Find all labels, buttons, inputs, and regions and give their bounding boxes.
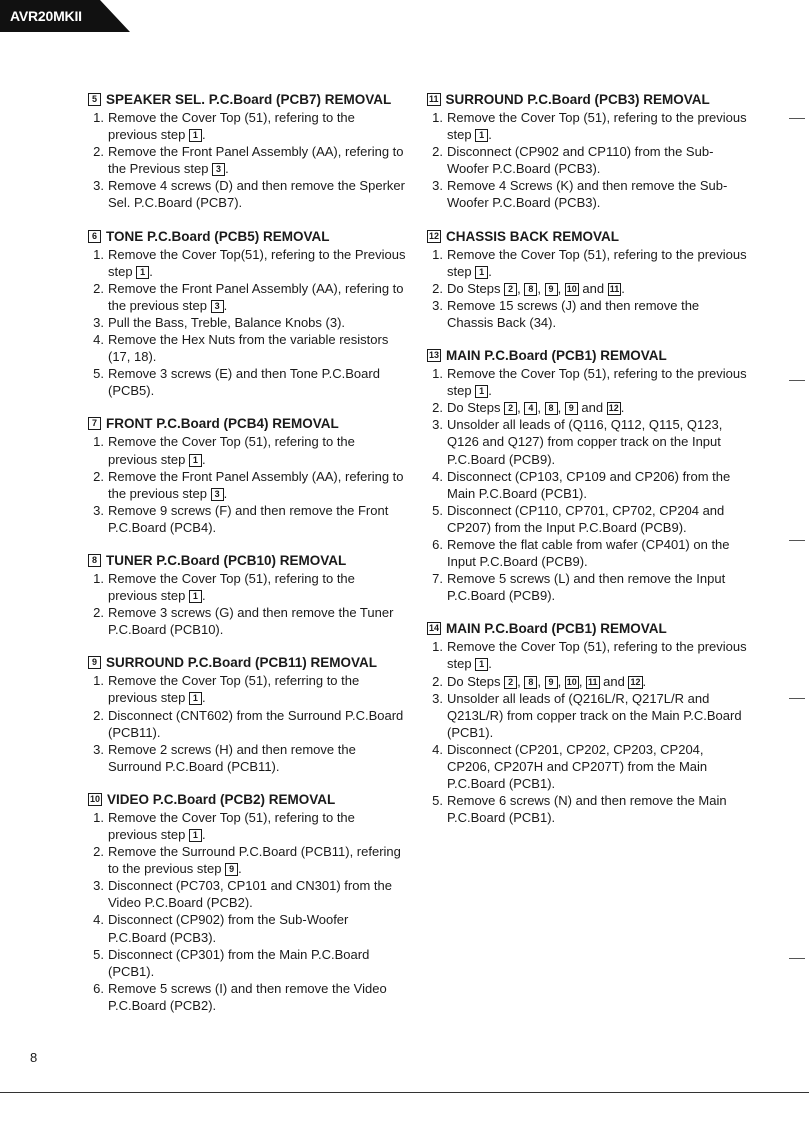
- step-text: [108, 280, 406, 314]
- margin-mark: [789, 380, 805, 381]
- section-title: SURROUND P.C.Board (PCB11) REMOVAL: [106, 655, 378, 671]
- section-title: MAIN P.C.Board (PCB1) REMOVAL: [446, 621, 667, 637]
- step-item: [88, 672, 406, 706]
- step-item: [88, 570, 406, 604]
- step-reference-box: 1: [189, 454, 202, 467]
- section-number-box: 13: [429, 350, 440, 361]
- left-column: [88, 91, 406, 1030]
- step-item: [427, 365, 747, 399]
- step-reference: [475, 127, 488, 142]
- step-text: [108, 707, 406, 741]
- step-number: 2.: [93, 468, 104, 484]
- step-body: Remove the Hex Nuts from the variable resistors (17, 18).: [108, 332, 389, 365]
- step-number: 5.: [432, 793, 443, 809]
- step-reference-separator: ,: [517, 280, 525, 296]
- section-heading: [88, 552, 406, 569]
- step-number: 1.: [93, 809, 104, 825]
- step-body: Remove the Cover Top (51), refering to the previous step: [108, 110, 355, 143]
- step-reference-separator: ,: [557, 280, 565, 296]
- section-heading: [427, 228, 747, 245]
- step-text: [108, 468, 406, 502]
- section-title: CHASSIS BACK REMOVAL: [446, 228, 620, 244]
- step-reference-box: 8: [524, 676, 537, 689]
- step-reference-box: 9: [225, 863, 238, 876]
- step-item: [88, 946, 406, 980]
- step-text: [108, 877, 406, 911]
- step-end: .: [201, 451, 206, 467]
- step-body: Do Steps: [447, 673, 505, 689]
- step-item: [427, 399, 747, 416]
- step-text: [447, 297, 747, 331]
- step-item: [88, 809, 406, 843]
- removal-section: [88, 552, 406, 638]
- step-item: [88, 433, 406, 467]
- step-body: Remove the Cover Top (51), refering to the previous step: [108, 570, 355, 604]
- step-reference: [504, 400, 621, 415]
- step-reference: [225, 861, 238, 876]
- step-body: Remove the Cover Top (51), refering to the previous step: [108, 434, 355, 467]
- removal-section: [427, 91, 747, 212]
- margin-mark: [789, 118, 805, 119]
- step-number: 2.: [432, 144, 443, 160]
- step-reference: [475, 656, 488, 671]
- step-text: [108, 314, 406, 331]
- step-number: 5.: [432, 502, 443, 518]
- step-list: [427, 365, 747, 604]
- step-reference: [211, 298, 224, 313]
- removal-section: [427, 620, 747, 826]
- step-text: [108, 433, 406, 467]
- step-end: .: [201, 690, 206, 706]
- step-body: Remove the Surround P.C.Board (PCB11), refering to the previous step: [108, 844, 401, 877]
- step-text: [447, 416, 747, 467]
- step-end: .: [488, 383, 492, 399]
- step-reference-box: 3: [211, 300, 224, 313]
- step-item: [88, 980, 406, 1014]
- step-reference: [189, 452, 202, 467]
- step-end: .: [620, 400, 625, 416]
- step-text: [108, 246, 406, 280]
- step-number: 1.: [93, 673, 104, 689]
- step-item: [427, 536, 747, 570]
- section-title: TONE P.C.Board (PCB5) REMOVAL: [106, 228, 330, 244]
- step-item: [88, 314, 406, 331]
- step-end: .: [201, 588, 206, 604]
- step-reference-box: 1: [475, 385, 488, 398]
- step-text: [108, 911, 406, 945]
- step-body: Remove the Cover Top (51), refering to the previous step: [447, 366, 747, 399]
- step-body: Do Steps: [447, 400, 505, 416]
- step-number: 7.: [432, 571, 443, 587]
- step-reference-box: 10: [566, 283, 577, 294]
- step-reference-box: 12: [630, 676, 641, 687]
- step-reference-box: 1: [189, 692, 202, 705]
- step-item: [88, 502, 406, 536]
- step-reference-separator: ,: [557, 673, 565, 689]
- step-number: 2.: [432, 400, 443, 416]
- step-reference: [189, 690, 202, 705]
- step-number: 1.: [93, 246, 104, 262]
- removal-section: [88, 654, 406, 775]
- step-list: [88, 246, 406, 400]
- step-number: 6.: [432, 536, 443, 552]
- step-item: [427, 177, 747, 211]
- step-list: [88, 433, 406, 536]
- step-text: [447, 673, 747, 690]
- step-number: 4.: [432, 468, 443, 484]
- step-text: [108, 177, 406, 211]
- step-body: Remove the Cover Top (51), refering to the previous step: [447, 246, 747, 279]
- step-text: [447, 536, 747, 570]
- step-body: Disconnect (CP110, CP701, CP702, CP204 and CP207) from the Input P.C.Board (PCB9).: [447, 502, 725, 535]
- step-end: .: [488, 656, 492, 672]
- step-end: .: [488, 263, 492, 279]
- step-number: 1.: [432, 246, 443, 262]
- step-text: [447, 246, 747, 280]
- step-item: [88, 109, 406, 143]
- step-body: Remove the Cover Top (51), refering to the previous step: [108, 809, 355, 842]
- step-end: .: [223, 485, 228, 501]
- step-body: Remove the Cover Top(51), refering to the Previous step: [108, 246, 406, 279]
- step-body: Disconnect (PC703, CP101 and CN301) from the Video P.C.Board (PCB2).: [108, 878, 392, 911]
- step-reference-box: 11: [588, 676, 598, 687]
- step-reference-box: 2: [504, 676, 517, 689]
- step-item: [88, 604, 406, 638]
- step-item: [88, 741, 406, 775]
- removal-section: [88, 791, 406, 1014]
- step-list: [88, 570, 406, 638]
- step-reference-box: 12: [608, 403, 619, 414]
- step-list: [427, 246, 747, 331]
- step-item: [88, 143, 406, 177]
- step-reference-separator: and: [599, 673, 629, 689]
- step-text: [108, 980, 406, 1014]
- step-text: [108, 570, 406, 604]
- step-body: Remove 4 screws (D) and then remove the Sperker Sel. P.C.Board (PCB7).: [108, 178, 405, 211]
- step-number: 4.: [432, 741, 443, 757]
- step-end: .: [149, 263, 153, 279]
- step-item: [427, 690, 747, 741]
- step-reference-box: 9: [565, 402, 578, 415]
- step-number: 1.: [432, 110, 443, 125]
- step-end: .: [642, 673, 647, 689]
- step-reference: [504, 674, 642, 689]
- step-reference-box: 8: [545, 402, 558, 415]
- step-body: Remove the Front Panel Assembly (AA), refering to the Previous step: [108, 144, 404, 177]
- step-body: Remove 9 screws (F) and then remove the Front P.C.Board (PCB4).: [108, 502, 389, 535]
- step-number: 3.: [93, 878, 104, 894]
- step-item: [88, 877, 406, 911]
- step-end: .: [621, 280, 625, 296]
- section-title: TUNER P.C.Board (PCB10) REMOVAL: [106, 552, 347, 568]
- step-body: Disconnect (CP902) from the Sub-Woofer P.C.Board (PCB3).: [108, 912, 349, 945]
- step-item: [88, 280, 406, 314]
- step-item: [88, 468, 406, 502]
- step-number: 1.: [93, 434, 104, 450]
- step-text: [447, 177, 747, 211]
- step-item: [88, 331, 406, 365]
- step-list: [427, 109, 747, 212]
- step-body: Disconnect (CNT602) from the Surround P.C.Board (PCB11).: [108, 707, 404, 740]
- step-body: Remove the flat cable from wafer (CP401) on the Input P.C.Board (PCB9).: [447, 536, 730, 570]
- step-number: 3.: [93, 502, 104, 518]
- step-reference-box: 2: [504, 402, 517, 415]
- step-reference-box: 1: [475, 266, 488, 279]
- step-reference-box: 1: [189, 829, 202, 842]
- step-body: Remove the Front Panel Assembly (AA), refering to the previous step: [108, 468, 404, 501]
- step-text: [447, 502, 747, 536]
- step-item: [427, 502, 747, 536]
- step-number: 5.: [93, 946, 104, 962]
- step-number: 2.: [93, 844, 104, 860]
- step-text: [447, 468, 747, 502]
- step-reference-box: 1: [475, 129, 488, 142]
- step-body: Remove 3 screws (E) and then Tone P.C.Board (PCB5).: [108, 366, 380, 399]
- step-reference-separator: ,: [517, 673, 525, 689]
- margin-mark: [789, 540, 805, 541]
- step-item: [427, 792, 747, 826]
- step-body: Pull the Bass, Treble, Balance Knobs (3).: [108, 314, 346, 330]
- step-end: .: [238, 861, 242, 877]
- step-item: [427, 280, 747, 297]
- step-text: [108, 143, 406, 177]
- step-text: [447, 280, 747, 297]
- section-number-box: 5: [88, 93, 101, 106]
- removal-section: [427, 228, 747, 331]
- step-reference-box: 8: [524, 283, 537, 296]
- step-list: [427, 638, 747, 826]
- step-text: [108, 331, 406, 365]
- step-text: [108, 365, 406, 399]
- step-reference: [212, 161, 225, 176]
- step-body: Disconnect (CP201, CP202, CP203, CP204, CP206, CP207H and CP207T) from the Main P.C.Board (PCB1).: [447, 741, 708, 792]
- step-reference-separator: ,: [537, 280, 545, 296]
- step-reference-box: 3: [212, 163, 225, 176]
- step-text: [108, 946, 406, 980]
- step-end: .: [223, 297, 228, 313]
- step-text: [108, 843, 406, 877]
- step-body: Remove 5 screws (I) and then remove the Video P.C.Board (PCB2).: [108, 980, 387, 1013]
- step-list: [88, 672, 406, 775]
- step-item: [427, 297, 747, 331]
- step-text: [447, 792, 747, 826]
- step-text: [447, 365, 747, 399]
- step-list: [88, 109, 406, 212]
- step-reference-separator: ,: [557, 400, 565, 416]
- step-body: Disconnect (CP902 and CP110) from the Sub-Woofer P.C.Board (PCB3).: [447, 144, 714, 177]
- step-reference-box: 1: [475, 658, 488, 671]
- step-body: Disconnect (CP103, CP109 and CP206) from the Main P.C.Board (PCB1).: [447, 468, 731, 501]
- step-reference: [189, 127, 202, 142]
- step-reference-box: 9: [545, 283, 558, 296]
- step-number: 3.: [93, 314, 104, 330]
- section-heading: [88, 91, 406, 108]
- margin-mark: [789, 698, 805, 699]
- right-column: [427, 91, 747, 842]
- step-reference: [475, 264, 488, 279]
- step-end: .: [488, 127, 492, 143]
- step-body: Remove 15 screws (J) and then remove the Chassis Back (34).: [447, 297, 700, 330]
- step-reference-box: 1: [189, 590, 202, 603]
- step-item: [88, 246, 406, 280]
- step-body: Do Steps: [447, 280, 505, 296]
- step-text: [447, 109, 747, 143]
- step-text: [108, 672, 406, 706]
- step-body: Unsolder all leads of (Q116, Q112, Q115, Q123, Q126 and Q127) from copper track on the Input P.C.Board (PCB9).: [447, 417, 723, 467]
- step-item: [427, 673, 747, 690]
- step-body: Remove the Front Panel Assembly (AA), refering to the previous step: [108, 280, 404, 313]
- section-number-box: 10: [90, 793, 101, 804]
- model-header-tab: [0, 0, 130, 32]
- step-item: [88, 911, 406, 945]
- section-number-box: 12: [429, 230, 440, 241]
- section-heading: [427, 347, 747, 364]
- section-heading: [88, 228, 406, 245]
- step-reference-box: 4: [524, 402, 537, 415]
- step-body: Unsolder all leads of (Q216L/R, Q217L/R and Q213L/R) from copper track on the Main P.C.Board (PCB1).: [447, 690, 742, 740]
- step-number: 1.: [93, 110, 104, 125]
- step-item: [427, 741, 747, 792]
- step-number: 3.: [432, 297, 443, 313]
- step-number: 1.: [432, 366, 443, 382]
- step-reference: [475, 383, 488, 398]
- step-end: .: [201, 127, 206, 143]
- step-reference-separator: and: [578, 280, 608, 296]
- margin-mark: [789, 958, 805, 959]
- model-name: AVR20MKII: [10, 8, 82, 24]
- step-item: [427, 109, 747, 143]
- step-item: [427, 638, 747, 672]
- section-heading: [88, 415, 406, 432]
- step-item: [88, 177, 406, 211]
- step-body: Remove 3 screws (G) and then remove the Tuner P.C.Board (PCB10).: [108, 605, 394, 638]
- section-title: SPEAKER SEL. P.C.Board (PCB7) REMOVAL: [106, 92, 392, 107]
- section-title: FRONT P.C.Board (PCB4) REMOVAL: [106, 416, 339, 432]
- section-number-box: 7: [88, 417, 101, 430]
- step-number: 6.: [93, 980, 104, 996]
- step-item: [427, 468, 747, 502]
- step-text: [447, 143, 747, 177]
- removal-section: [88, 91, 406, 212]
- step-number: 2.: [93, 605, 104, 621]
- step-reference-box: 2: [504, 283, 517, 296]
- step-body: Remove 5 screws (L) and then remove the Input P.C.Board (PCB9).: [447, 571, 726, 604]
- step-number: 5.: [93, 366, 104, 382]
- section-heading: [427, 91, 747, 108]
- page-number: 8: [30, 1050, 38, 1065]
- step-reference: [504, 281, 621, 296]
- footer-rule: [0, 1092, 809, 1093]
- step-body: Remove 4 Screws (K) and then remove the Sub-Woofer P.C.Board (PCB3).: [447, 178, 728, 211]
- removal-section: [88, 415, 406, 536]
- step-number: 2.: [432, 280, 443, 296]
- step-text: [108, 109, 406, 143]
- step-item: [427, 246, 747, 280]
- step-text: [108, 502, 406, 536]
- step-text: [108, 604, 406, 638]
- step-end: .: [201, 827, 206, 842]
- step-text: [447, 570, 747, 604]
- step-reference: [189, 588, 202, 603]
- step-number: 4.: [93, 332, 104, 348]
- step-item: [427, 570, 747, 604]
- step-item: [427, 143, 747, 177]
- step-number: 3.: [432, 690, 443, 706]
- step-reference: [136, 264, 149, 279]
- step-end: .: [225, 161, 229, 177]
- step-text: [447, 690, 747, 741]
- step-reference-box: 1: [189, 129, 202, 142]
- step-reference-separator: ,: [578, 673, 587, 689]
- step-number: 3.: [93, 178, 104, 194]
- section-number-box: 14: [429, 623, 440, 634]
- step-text: [447, 399, 747, 416]
- step-body: Remove the Cover Top (51), refering to the previous step: [447, 110, 747, 143]
- step-reference-box: 11: [609, 283, 620, 294]
- step-number: 3.: [93, 741, 104, 757]
- step-item: [427, 416, 747, 467]
- step-reference-box: 1: [136, 266, 149, 279]
- step-reference-separator: ,: [537, 400, 545, 416]
- step-text: [447, 741, 747, 792]
- removal-section: [88, 228, 406, 400]
- removal-section: [427, 347, 747, 604]
- step-number: 2.: [93, 280, 104, 296]
- step-reference-box: 3: [211, 488, 224, 501]
- step-item: [88, 843, 406, 877]
- section-number-box: 6: [88, 230, 101, 243]
- step-list: [88, 809, 406, 1014]
- step-number: 3.: [432, 417, 443, 433]
- section-title: SURROUND P.C.Board (PCB3) REMOVAL: [445, 92, 710, 107]
- section-title: MAIN P.C.Board (PCB1) REMOVAL: [446, 348, 667, 364]
- step-number: 1.: [93, 570, 104, 586]
- step-reference-separator: ,: [537, 673, 545, 689]
- section-number-box: 11: [429, 94, 439, 104]
- step-reference-separator: ,: [517, 400, 525, 416]
- step-text: [447, 638, 747, 672]
- step-item: [88, 365, 406, 399]
- step-body: Remove the Cover Top (51), refering to the previous step: [447, 639, 747, 672]
- step-number: 2.: [432, 673, 443, 689]
- section-heading: [88, 791, 406, 808]
- step-number: 2.: [93, 707, 104, 723]
- step-reference: [211, 486, 224, 501]
- step-number: 1.: [432, 639, 443, 655]
- step-text: [108, 741, 406, 775]
- section-number-box: 9: [88, 656, 101, 669]
- step-body: Remove 2 screws (H) and then remove the Surround P.C.Board (PCB11).: [108, 741, 356, 774]
- section-heading: [88, 654, 406, 671]
- step-number: 4.: [93, 912, 104, 928]
- step-reference-box: 9: [545, 676, 558, 689]
- section-heading: [427, 620, 747, 637]
- step-reference: [189, 827, 202, 842]
- section-title: VIDEO P.C.Board (PCB2) REMOVAL: [107, 791, 336, 807]
- step-number: 2.: [93, 144, 104, 160]
- section-number-box: 8: [88, 554, 101, 567]
- step-body: Remove 6 screws (N) and then remove the Main P.C.Board (PCB1).: [447, 793, 727, 826]
- step-text: [108, 809, 406, 843]
- step-number: 3.: [432, 178, 443, 194]
- step-body: Remove the Cover Top (51), referring to the previous step: [108, 673, 360, 706]
- step-reference-box: 10: [566, 676, 577, 687]
- step-reference-separator: and: [577, 400, 607, 416]
- step-item: [88, 707, 406, 741]
- step-body: Disconnect (CP301) from the Main P.C.Board (PCB1).: [108, 946, 370, 979]
